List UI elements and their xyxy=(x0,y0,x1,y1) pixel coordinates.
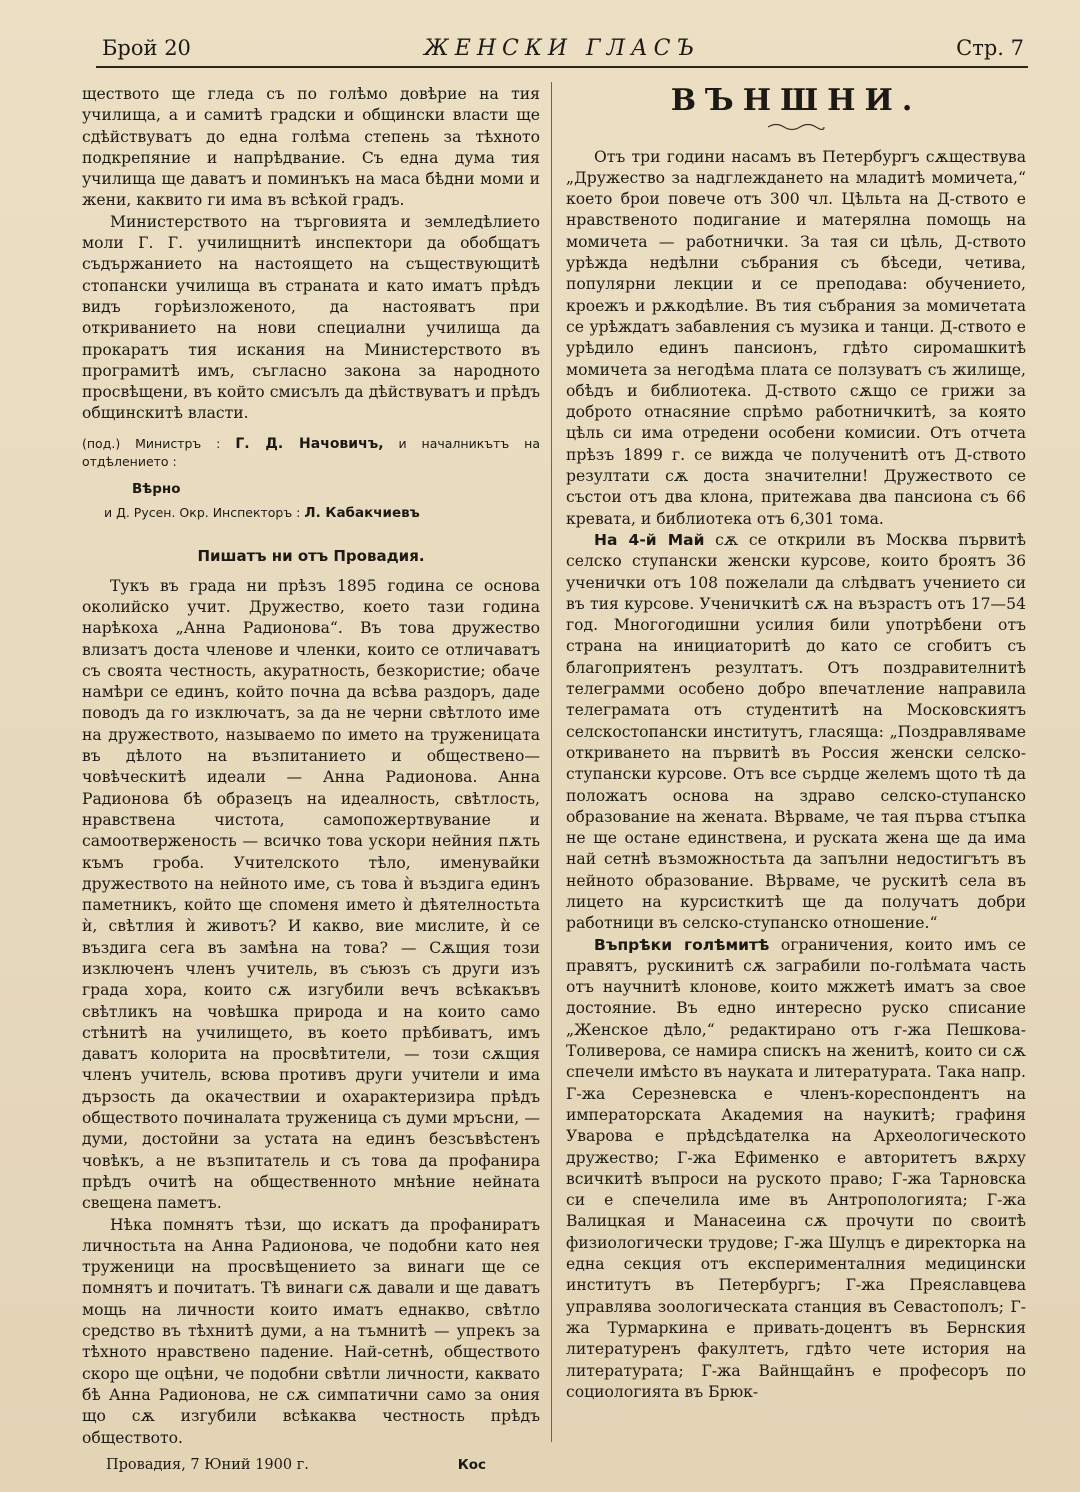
section-title: ВЪНШНИ. xyxy=(670,83,922,118)
paragraph: ществото ще гледа съ по голѣмо довѣрие на тия училища, а и самитѣ градски и общински власти ще сдѣйствуватъ до една голѣма степень за тѣхното подкрепяние и напрѣдвание. Съ една дума тия училища ще даватъ и поминъкъ на маса бѣдни моми и жени, каквито ги има въ всѣкой градъ. xyxy=(82,85,540,210)
issue-number: Брой 20 xyxy=(102,36,191,60)
inspector-title: и Д. Русен. Окр. Инспекторъ : xyxy=(104,505,301,521)
right-column xyxy=(566,84,1026,1403)
flourish-icon xyxy=(766,122,826,132)
date-place: Провадия, 7 Юний 1900 г. xyxy=(106,1456,309,1473)
article-heading: Пишатъ ни отъ Провадия. xyxy=(197,547,425,566)
column-divider xyxy=(551,82,552,1442)
paragraph-lead: Въпрѣки голѣмитѣ xyxy=(594,935,770,954)
page-header xyxy=(96,34,1028,68)
minister-name: Г. Д. Начовичъ, xyxy=(235,435,384,452)
signature-inspector xyxy=(104,502,540,524)
paragraph xyxy=(566,935,1026,1404)
header-rule xyxy=(96,66,1028,68)
author-signature: Кос xyxy=(457,1456,486,1473)
inspector-name: Л. Кабакчиевъ xyxy=(304,505,420,522)
newspaper-title: ЖЕНСКИ ГЛАСЪ xyxy=(424,36,700,61)
left-column xyxy=(82,84,540,1476)
signature-prefix: (под.) Министръ : xyxy=(82,435,221,451)
ornament-divider xyxy=(566,117,1026,138)
paragraph: Нѣка помнятъ тѣзи, що искатъ да профаниратъ личностьта на Анна Радионова, че подобни като нея труженици на просвѣщението за винаги ще се помнятъ и почитатъ. Тѣ винаги сѫ давали и ще даватъ мощь на личности които иматъ еднакво, свѣтло средство въ тѣхнитѣ думи, а на тъмнитѣ — упрекъ за тѣхното нравствено падение. Най-сетнѣ, обществото скоро ще оцѣни, че подобни свѣтли личности, каквато бѣ Анна Радионова, не сѫ симпатични само за ония що сѫ изгубили всѣкаква честность прѣдъ обществото. xyxy=(82,1215,540,1447)
paragraph-body: ограничения, които имъ се правятъ, рускинитѣ сѫ заграбили по-голѣмата часть отъ научнитѣ клонове, които мжжетѣ иматъ за свое достояние. Въ едно интересно руско списание „Женское дѣло,“ редактирано отъ г-жа Пешкова-Толиверова, се намира спискъ на женитѣ, които си сѫ спечели имѣсто въ науката и литературата. Така напр. Г-жа Серезневска е членъ-кореспондентъ на императорската Академия на наукитѣ; графиня Уварова е прѣдсѣдателка на Археологическото дружество; Г-жа Ефименко е авторитетъ вѫрху всичкитѣ въпроси на руското право; Г-жа Тарновска си е спечелила име въ Антропологията; Г-жа Валицкая и Манасеина сѫ прочути по своитѣ физиологически трудове; Г-жа Шулцъ е директорка на една секция отъ експерименталния медицински институтъ въ Петербургъ; Г-жа Преяславцева управлява зоологическата станция въ Севастополъ; Г-жа Турмаркина е привать-доцентъ въ Бернския литературенъ факултетъ, гдѣто чете история на литературата; Г-жа Вайнщайнъ е професоръ по социологията въ Брюк- xyxy=(566,935,1026,1401)
paragraph: Министерството на търговията и земледѣлието моли Г. Г. училищнитѣ инспектори да обобщатъ съдържанието на настоящето на съществующитѣ стопански училища въ страната и като иматъ прѣдъ видъ горѣизложеното, да настояватъ при откриванието на нови специални училища да прокаратъ тия искания на Министерството въ програмитѣ имъ, съгласно закона за народното просвѣщени, въ който смисълъ да дѣйствуватъ и прѣдъ общинскитѣ власти. xyxy=(82,212,540,423)
dateline xyxy=(82,1455,540,1476)
signature-suffix: и началникътъ на отдѣлението : xyxy=(82,435,540,469)
paragraph: Отъ три години насамъ въ Петербургъ сѫществува „Дружество за надглеждането на младитѣ момичета,“ което брои повече отъ 300 чл. Цѣльта на Д-ството е нравственото подигание и матерялна помощь на момичета — работнички. За тая си цѣль, Д-ството урѣжда недѣлни събрания съ бѣседи, четива, популярни лекции и се преподава: обучението, кроежъ и рѫкодѣлие. Въ тия събрания за момичетата се урѣждатъ забавления съ музика и танци. Д-ството е урѣдило единъ пансионъ, гдѣто сиромашкитѣ момичета за негодѣма плата се ползуватъ съ жилище, обѣдъ и библиотека. Д-ството сѫщо се грижи за доброто отнасяние спрѣмо работничкитѣ, за която цѣль си има отредени особени комисии. Отъ отчета прѣзъ 1899 г. се вижда че полученитѣ отъ Д-ството резултати сѫ доста значителни! Дружеството се състои отъ два клона, притежава два пансиона съ 66 кревата, и библиотека отъ 6,301 тома. xyxy=(566,147,1026,528)
paragraph-body: сѫ се открили въ Москва първитѣ селско ступански женски курсове, които броятъ 36 ученички отъ 108 пожелали да слѣдватъ учението си въ тия курсове. Ученичкитѣ сѫ на възрастъ отъ 17—54 год. Многогодишни усилия били употрѣбени отъ страна на инициаторитѣ до като се сгобитъ съ благоприятенъ резултатъ. Отъ поздравителнитѣ телеграмми особено добро впечатление направила телеграмата отъ студентитѣ на Московскиятъ селскостопански институтъ, гласяща: „Поздравляваме откриването на първитѣ въ Россия женски селско-ступански курсове. Отъ все сърдце желемъ щото тѣ да положатъ основа на здраво селско-ступанско образование на жената. Вѣрваме, че тая първа стъпка не ще остане единствена, и руската жена ще да има най сетнѣ възможностьта да запълни недостигътъ въ нейното образование. Вѣрваме, че рускитѣ села въ лицето на курсисткитѣ ще да получатъ добри работници въ селско-ступанско отношение.“ xyxy=(566,530,1026,933)
paragraph xyxy=(566,530,1026,935)
page-number: Стр. 7 xyxy=(956,36,1024,60)
paragraph: Тукъ въ града ни прѣзъ 1895 година се основа околийско учит. Дружество, което тази година нарѣкоха „Анна Радионова“. Въ това дружество влизатъ доста членове и членки, които се отличаватъ съ своята честность, акуратность, безкористие; обаче намѣри се единъ, който почна да всѣва раздоръ, даде поводъ да го изключатъ, за да не черни свѣтлото име на дружеството, называемо по името на труженицата въ дѣлото на възпитанието и обществено—човѣческитѣ идеали — Анна Радионова. Анна Радионова бѣ образецъ на идеалность, свѣтлость, нравствена чистота, самопожертвувание и самоотверженость — всичко това ускори нейния пѫть къмъ гроба. Учителското тѣло, именувайки дружеството на нейното име, съ това ѝ въздига единъ паметникъ, който ще споменя името ѝ дѣятелностьта ѝ, свѣтлия ѝ животъ? И какво, вие мислите, ѝ се въздига сега въ замѣна на това? — Сѫщия този изключенъ членъ учитель, въ съюзъ съ други изъ града хора, които сѫ изгубили вечъ всѣкакъвъ свѣтликъ на човѣшка природа и на които само стѣнитѣ на училището, въ което прѣбиватъ, имъ даватъ колорита на просвѣтители, — този сѫщия членъ учитель, всюва противъ други учители и има дързость да окачествии и охарактеризира прѣдъ обществото починалата труженица съ думи мръсни, — думи, достойни за устата на единъ безсъвѣстенъ човѣкъ, а не възпитатель и съ това да профанира прѣдъ очитѣ на общественното мнѣние нейната свещена паметъ. xyxy=(82,576,540,1213)
signature-minister xyxy=(82,435,540,471)
certified-label: Вѣрно xyxy=(132,480,181,497)
paragraph-lead: На 4-й Май xyxy=(594,530,705,549)
